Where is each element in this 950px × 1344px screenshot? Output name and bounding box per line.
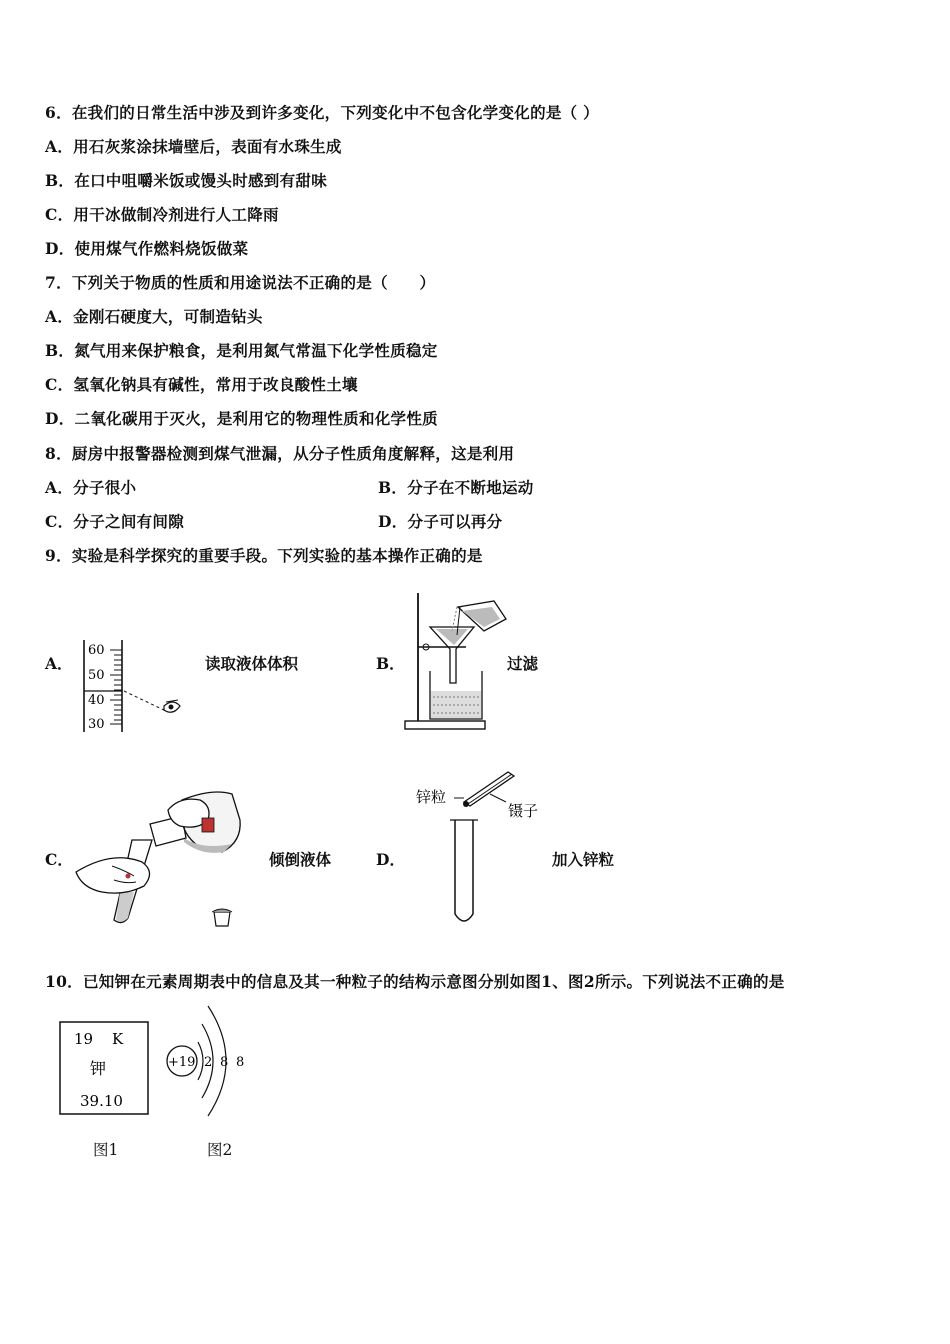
periodic-table-cell [58,1020,152,1118]
q8-option-d: D．分子可以再分 [378,512,503,531]
q7-option-b: B．氮气用来保护粮食，是利用氮气常温下化学性质稳定 [45,341,438,360]
q9-letter-d: D． [376,850,405,869]
eye-icon [164,700,180,712]
shell-2-count: 8 [220,1055,229,1070]
q8-option-b: B．分子在不断地运动 [378,478,534,497]
q6-option-a: A．用石灰浆涂抹墙壁后，表面有水珠生成 [45,137,342,156]
q6-option-c: C．用干冰做制冷剂进行人工降雨 [45,205,279,224]
ion-structure-diagram [160,1000,260,1124]
q8-option-c: C．分子之间有间隙 [45,512,185,531]
q9-letter-a: A． [45,654,73,673]
q6-option-b: B．在口中咀嚼米饭或馒头时感到有甜味 [45,171,328,190]
pouring-liquid-figure [72,780,247,932]
atomic-number: 19 [74,1030,94,1048]
shell-1-count: 2 [204,1055,213,1070]
element-name: 钾 [90,1059,107,1078]
q7-option-a: A．金刚石硬度大，可制造钻头 [45,307,263,326]
q9-letter-b: B． [376,654,405,673]
zinc-label: 锌粒 [416,788,447,806]
q8-stem: 8．厨房中报警器检测到煤气泄漏，从分子性质角度解释，这是利用 [45,444,515,463]
cylinder-mark-60: 60 [88,643,105,658]
q8-option-a: A．分子很小 [45,478,137,497]
q9-caption-d: 加入锌粒 [552,850,615,869]
cylinder-mark-40: 40 [88,693,105,708]
q10-stem: 10．已知钾在元素周期表中的信息及其一种粒子的结构示意图分别如图1、图2所示。下列说法不正确的是 [45,972,785,991]
q6-option-d: D．使用煤气作燃料烧饭做菜 [45,239,249,258]
tweezers-label: 镊子 [508,802,539,820]
figure-1-caption: 图1 [93,1141,119,1159]
atomic-mass: 39.10 [80,1092,123,1110]
filtration-figure [400,585,515,735]
q9-caption-a: 读取液体体积 [205,654,299,673]
nucleus-charge: +19 [168,1055,196,1070]
figure-2-caption: 图2 [207,1141,233,1159]
graduated-cylinder-figure [78,636,188,736]
adding-zinc-figure [412,768,552,928]
q6-stem: 6．在我们的日常生活中涉及到许多变化，下列变化中不包含化学变化的是（ ） [45,103,599,122]
test-tube [455,820,473,921]
q9-caption-c: 倾倒液体 [269,850,332,869]
cylinder-mark-30: 30 [88,717,105,732]
q7-option-c: C．氢氧化钠具有碱性，常用于改良酸性土壤 [45,375,358,394]
zinc-granule [463,801,469,807]
q7-stem: 7．下列关于物质的性质和用途说法不正确的是（ ） [45,273,436,292]
q7-option-d: D．二氧化碳用于灭火，是利用它的物理性质和化学性质 [45,409,438,428]
shell-3-count: 8 [236,1055,245,1070]
element-symbol: K [112,1030,124,1048]
q9-caption-b: 过滤 [507,654,539,673]
q9-letter-c: C． [45,850,73,869]
tweezers-icon [464,772,514,806]
cylinder-mark-50: 50 [88,668,105,683]
q9-stem: 9．实验是科学探究的重要手段。下列实验的基本操作正确的是 [45,546,483,565]
